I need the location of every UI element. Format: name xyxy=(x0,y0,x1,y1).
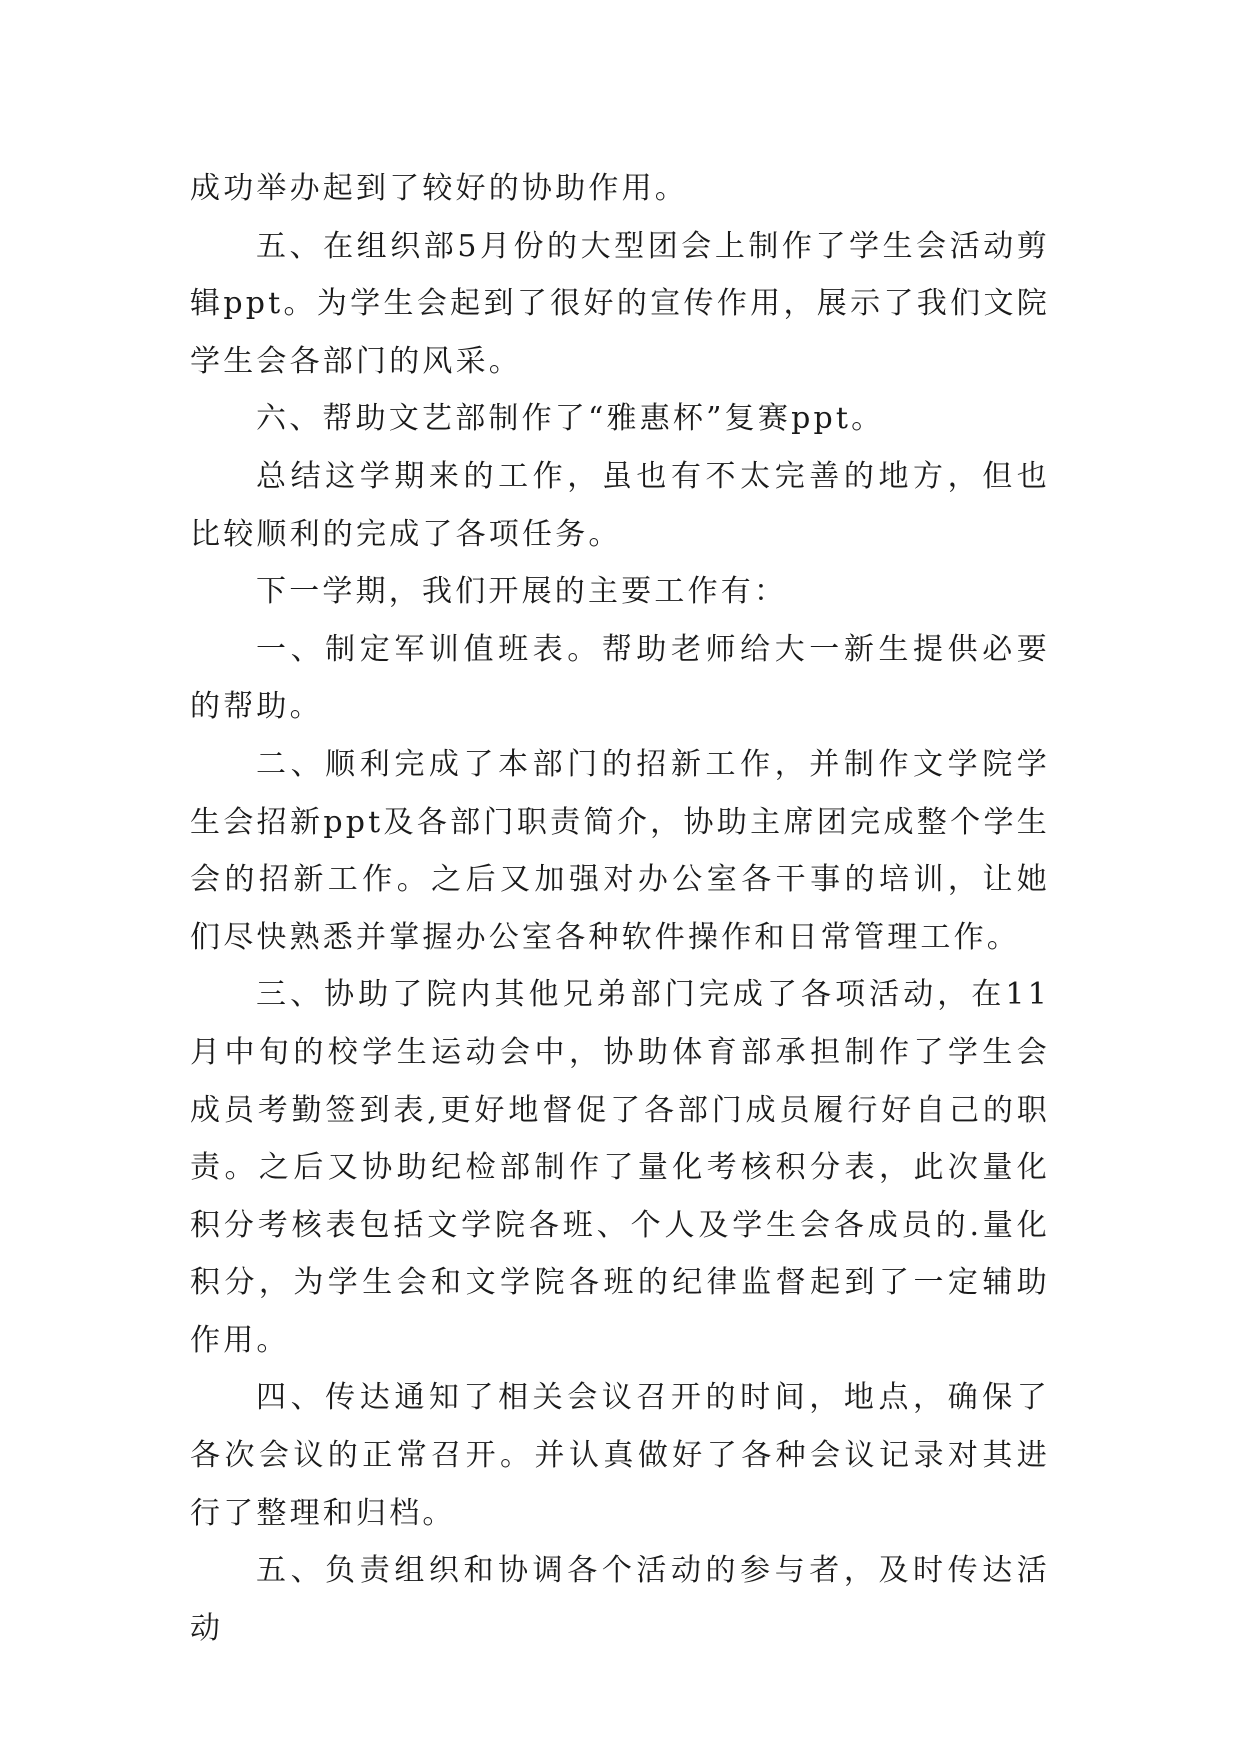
paragraph-5: 下一学期，我们开展的主要工作有： xyxy=(256,574,788,610)
paragraph-2: 五、在组织部5月份的大型团会上制作了学生会活动剪辑ppt。为学生会起到了很好的宣传作用，展示了我们文院学生会各部门的风采。 xyxy=(190,228,1050,379)
paragraph-6: 一、制定军训值班表。帮助老师给大一新生提供必要的帮助。 xyxy=(190,631,1050,725)
paragraph-1: 成功举办起到了较好的协助作用。 xyxy=(190,171,688,206)
paragraph-9: 四、传达通知了相关会议召开的时间，地点，确保了各次会议的正常召开。并认真做好了各种会议记录对其进行了整理和归档。 xyxy=(190,1380,1050,1531)
paragraph-7: 二、顺利完成了本部门的招新工作，并制作文学院学生会招新ppt及各部门职责简介，协助主席团完成整个学生会的招新工作。之后又加强对办公室各干事的培训，让她们尽快熟悉并掌握办公室各种软件操作和日常管理工作。 xyxy=(190,746,1050,955)
paragraph-8: 三、协助了院内其他兄弟部门完成了各项活动，在11月中旬的校学生运动会中，协助体育部承担制作了学生会成员考勤签到表,更好地督促了各部门成员履行好自己的职责。之后又协助纪检部制作了量化考核积分表，此次量化积分考核表包括文学院各班、个人及学生会各成员的.量化积分，为学生会和文学院各班的纪律监督起到了一定辅助作用。 xyxy=(190,977,1050,1358)
paragraph-4: 总结这学期来的工作，虽也有不太完善的地方，但也比较顺利的完成了各项任务。 xyxy=(190,458,1050,552)
document-body xyxy=(190,160,1050,1657)
paragraph-3: 六、帮助文艺部制作了“雅惠杯”复赛ppt。 xyxy=(256,401,885,437)
paragraph-10: 五、负责组织和协调各个活动的参与者，及时传达活动 xyxy=(190,1553,1050,1646)
